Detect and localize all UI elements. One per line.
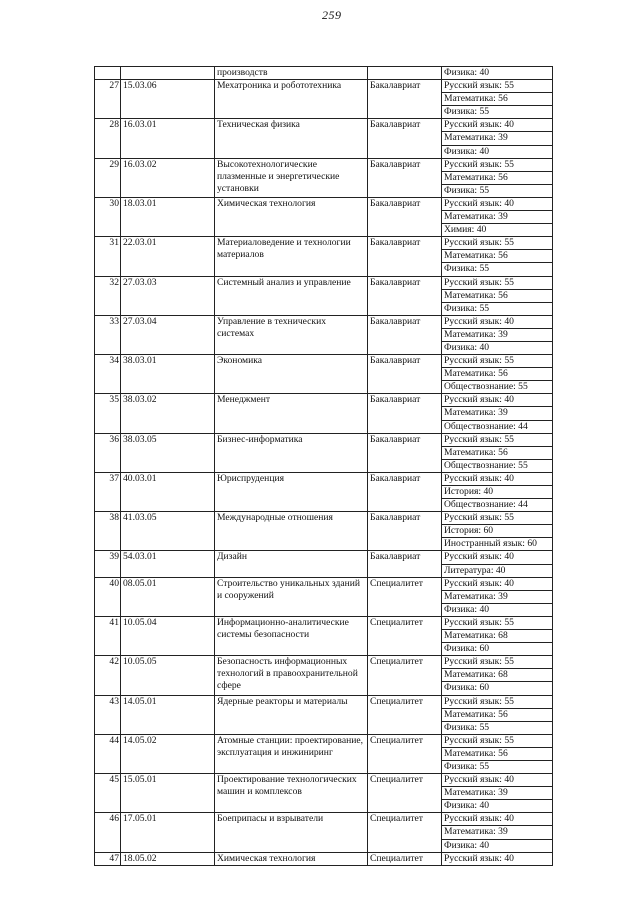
exam-requirement: Русский язык: 40	[442, 394, 553, 407]
table-row-continued	[95, 67, 553, 80]
exam-requirement: Обществознание: 55	[442, 381, 553, 394]
exam-requirement: Физика: 40	[442, 800, 553, 813]
row-number: 43	[95, 695, 121, 734]
row-number: 31	[95, 237, 121, 276]
program-code: 16.03.02	[121, 158, 215, 197]
education-level: Специалитет	[368, 616, 442, 655]
row-number: 42	[95, 656, 121, 695]
exam-requirement: Математика: 56	[442, 446, 553, 459]
table-row	[95, 276, 553, 289]
row-number	[95, 67, 121, 80]
education-level	[368, 67, 442, 80]
program-name: Химическая технология	[215, 852, 368, 865]
exam-requirement: Математика: 39	[442, 211, 553, 224]
table-row	[95, 237, 553, 250]
exam-requirement: Физика: 55	[442, 302, 553, 315]
table-row	[95, 355, 553, 368]
education-level: Бакалавриат	[368, 276, 442, 315]
row-number: 39	[95, 551, 121, 577]
exam-requirement: Физика: 55	[442, 263, 553, 276]
program-name: Мехатроника и робототехника	[215, 80, 368, 119]
exam-requirement: Физика: 55	[442, 760, 553, 773]
program-name: Химическая технология	[215, 197, 368, 236]
program-name: Дизайн	[215, 551, 368, 577]
program-code: 17.05.01	[121, 813, 215, 852]
row-number: 37	[95, 472, 121, 511]
program-code: 15.03.06	[121, 80, 215, 119]
table-row	[95, 80, 553, 93]
education-level: Бакалавриат	[368, 158, 442, 197]
program-code: 38.03.01	[121, 355, 215, 394]
program-code: 54.03.01	[121, 551, 215, 577]
education-level: Бакалавриат	[368, 315, 442, 354]
program-code: 10.05.05	[121, 656, 215, 695]
exam-requirement: Русский язык: 55	[442, 695, 553, 708]
program-name: Проектирование технологических машин и комплексов	[215, 774, 368, 813]
exam-requirement: Русский язык: 55	[442, 237, 553, 250]
exam-requirement: Русский язык: 40	[442, 197, 553, 210]
education-level: Бакалавриат	[368, 237, 442, 276]
program-code: 16.03.01	[121, 119, 215, 158]
table-row	[95, 197, 553, 210]
exam-requirement: Русский язык: 55	[442, 616, 553, 629]
exam-requirement: Русский язык: 40	[442, 774, 553, 787]
exam-requirement: Математика: 39	[442, 590, 553, 603]
exam-requirement: Математика: 39	[442, 328, 553, 341]
table-row	[95, 656, 553, 669]
exam-requirement: Иностранный язык: 60	[442, 538, 553, 551]
row-number: 27	[95, 80, 121, 119]
program-name: Международные отношения	[215, 512, 368, 551]
table-row	[95, 551, 553, 564]
education-level: Специалитет	[368, 774, 442, 813]
program-code: 18.05.02	[121, 852, 215, 865]
program-name: Ядерные реакторы и материалы	[215, 695, 368, 734]
table-row	[95, 577, 553, 590]
exam-requirement: Математика: 39	[442, 826, 553, 839]
exam-requirement: Обществознание: 44	[442, 499, 553, 512]
education-level: Бакалавриат	[368, 197, 442, 236]
exam-requirement: Русский язык: 55	[442, 734, 553, 747]
exam-requirement: Русский язык: 40	[442, 472, 553, 485]
exam-requirement: Физика: 55	[442, 721, 553, 734]
exam-requirement: Математика: 56	[442, 289, 553, 302]
exam-requirement: Физика: 55	[442, 106, 553, 119]
education-level: Специалитет	[368, 813, 442, 852]
exam-requirement: Русский язык: 55	[442, 276, 553, 289]
education-level: Бакалавриат	[368, 433, 442, 472]
table-row	[95, 158, 553, 171]
exam-requirement: Физика: 40	[442, 67, 553, 80]
table-row	[95, 433, 553, 446]
exam-requirement: Русский язык: 40	[442, 119, 553, 132]
exam-requirement: Физика: 40	[442, 839, 553, 852]
education-level: Бакалавриат	[368, 119, 442, 158]
row-number: 28	[95, 119, 121, 158]
row-number: 40	[95, 577, 121, 616]
exam-requirement: Русский язык: 40	[442, 315, 553, 328]
table-row	[95, 472, 553, 485]
exam-requirement: Математика: 39	[442, 787, 553, 800]
row-number: 30	[95, 197, 121, 236]
program-code: 41.03.05	[121, 512, 215, 551]
program-code: 10.05.04	[121, 616, 215, 655]
exam-requirement: Русский язык: 40	[442, 852, 553, 865]
table-row	[95, 774, 553, 787]
row-number: 44	[95, 734, 121, 773]
exam-requirement: Физика: 60	[442, 643, 553, 656]
program-code: 14.05.02	[121, 734, 215, 773]
program-code	[121, 67, 215, 80]
education-level: Бакалавриат	[368, 551, 442, 577]
program-name: Менеджмент	[215, 394, 368, 433]
exam-requirement: Русский язык: 55	[442, 355, 553, 368]
program-code: 27.03.03	[121, 276, 215, 315]
program-code: 15.05.01	[121, 774, 215, 813]
table-row	[95, 616, 553, 629]
table-row	[95, 394, 553, 407]
program-name: Материаловедение и технологии материалов	[215, 237, 368, 276]
table-row	[95, 512, 553, 525]
program-name: Строительство уникальных зданий и сооружений	[215, 577, 368, 616]
table-row	[95, 813, 553, 826]
program-name: производств	[215, 67, 368, 80]
exam-requirement: Русский язык: 55	[442, 512, 553, 525]
program-name: Юриспруденция	[215, 472, 368, 511]
row-number: 36	[95, 433, 121, 472]
education-level: Специалитет	[368, 852, 442, 865]
exam-requirement: Обществознание: 55	[442, 459, 553, 472]
table-row	[95, 695, 553, 708]
program-code: 27.03.04	[121, 315, 215, 354]
exam-requirement: Русский язык: 40	[442, 551, 553, 564]
program-name: Боеприпасы и взрыватели	[215, 813, 368, 852]
row-number: 32	[95, 276, 121, 315]
program-name: Экономика	[215, 355, 368, 394]
exam-requirement: Математика: 56	[442, 747, 553, 760]
education-level: Бакалавриат	[368, 394, 442, 433]
exam-requirement: Физика: 40	[442, 341, 553, 354]
program-name: Информационно-аналитические системы безопасности	[215, 616, 368, 655]
row-number: 29	[95, 158, 121, 197]
exam-requirement: Литература: 40	[442, 564, 553, 577]
row-number: 35	[95, 394, 121, 433]
exam-requirement: Математика: 56	[442, 250, 553, 263]
row-number: 45	[95, 774, 121, 813]
table-row	[95, 315, 553, 328]
exam-requirement: Математика: 39	[442, 132, 553, 145]
exam-requirement: Математика: 39	[442, 407, 553, 420]
program-name: Системный анализ и управление	[215, 276, 368, 315]
exam-requirement: История: 60	[442, 525, 553, 538]
education-level: Бакалавриат	[368, 80, 442, 119]
education-level: Специалитет	[368, 734, 442, 773]
program-name: Техническая физика	[215, 119, 368, 158]
education-level: Специалитет	[368, 695, 442, 734]
exam-requirement: Русский язык: 55	[442, 80, 553, 93]
exam-requirement: Математика: 56	[442, 93, 553, 106]
row-number: 41	[95, 616, 121, 655]
row-number: 33	[95, 315, 121, 354]
program-code: 38.03.05	[121, 433, 215, 472]
education-level: Специалитет	[368, 577, 442, 616]
exam-requirement: Математика: 56	[442, 368, 553, 381]
program-name: Управление в технических системах	[215, 315, 368, 354]
exam-requirement: Физика: 40	[442, 603, 553, 616]
row-number: 34	[95, 355, 121, 394]
program-name: Безопасность информационных технологий в правоохранительной сфере	[215, 656, 368, 695]
program-name: Бизнес-информатика	[215, 433, 368, 472]
exam-requirement: Математика: 68	[442, 669, 553, 682]
table-row	[95, 852, 553, 865]
program-code: 08.05.01	[121, 577, 215, 616]
exam-requirement: Русский язык: 55	[442, 158, 553, 171]
exam-requirement: Химия: 40	[442, 224, 553, 237]
table-row	[95, 734, 553, 747]
program-name: Атомные станции: проектирование, эксплуатация и инжиниринг	[215, 734, 368, 773]
education-level: Специалитет	[368, 656, 442, 695]
exam-requirement: Физика: 55	[442, 184, 553, 197]
exam-requirement: Физика: 40	[442, 145, 553, 158]
exam-requirement: Обществознание: 44	[442, 420, 553, 433]
exam-requirement: Математика: 56	[442, 708, 553, 721]
program-code: 18.03.01	[121, 197, 215, 236]
education-level: Бакалавриат	[368, 512, 442, 551]
program-code: 22.03.01	[121, 237, 215, 276]
row-number: 47	[95, 852, 121, 865]
exam-requirement: Математика: 68	[442, 630, 553, 643]
exam-requirement: История: 40	[442, 486, 553, 499]
page-number: 259	[322, 8, 342, 22]
exam-requirement: Математика: 56	[442, 171, 553, 184]
program-code: 40.03.01	[121, 472, 215, 511]
education-level: Бакалавриат	[368, 355, 442, 394]
program-code: 38.03.02	[121, 394, 215, 433]
table-row	[95, 119, 553, 132]
exam-requirement: Русский язык: 55	[442, 656, 553, 669]
exam-requirement: Русский язык: 40	[442, 577, 553, 590]
row-number: 38	[95, 512, 121, 551]
row-number: 46	[95, 813, 121, 852]
program-code: 14.05.01	[121, 695, 215, 734]
exam-requirement: Русский язык: 40	[442, 813, 553, 826]
programs-table	[94, 66, 553, 866]
education-level: Бакалавриат	[368, 472, 442, 511]
exam-requirement: Физика: 60	[442, 682, 553, 695]
exam-requirement: Русский язык: 55	[442, 433, 553, 446]
program-name: Высокотехнологические плазменные и энергетические установки	[215, 158, 368, 197]
